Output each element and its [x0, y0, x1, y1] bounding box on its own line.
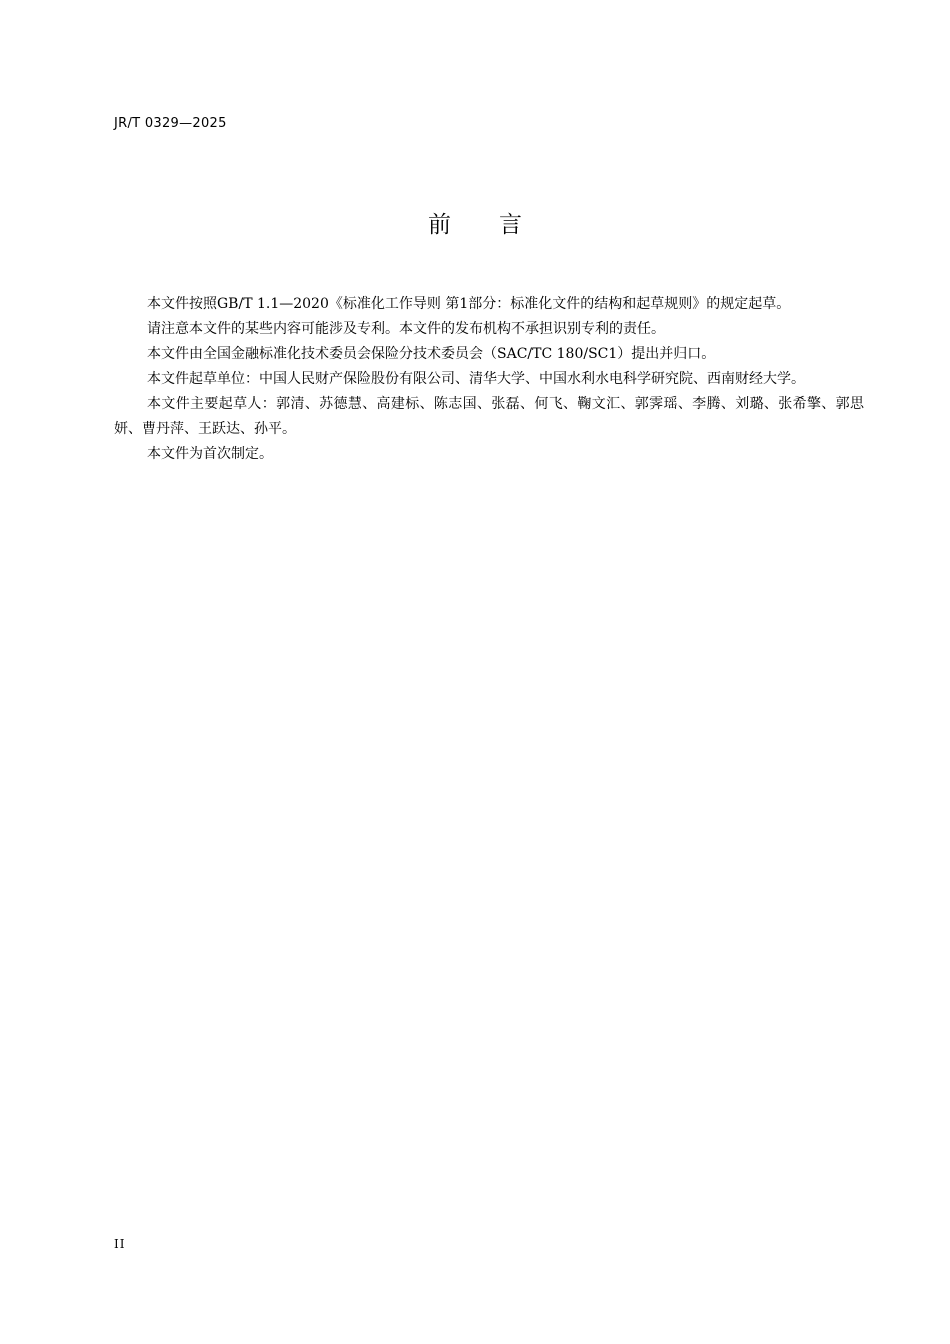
paragraph-first-issue: 本文件为首次制定。 — [147, 446, 273, 462]
paragraph-drafting-units: 本文件起草单位：中国人民财产保险股份有限公司、清华大学、中国水利水电科学研究院、西南财经大学。 — [147, 371, 805, 387]
paragraph-proposer: 本文件由全国金融标准化技术委员会保险分技术委员会（SAC/TC 180/SC1）提出并归口。 — [147, 346, 716, 362]
paragraph-drafting-rules: 本文件按照GB/T 1.1—2020《标准化工作导则 第1部分：标准化文件的结构和起草规则》的规定起草。 — [147, 296, 791, 312]
paragraph-patent-notice: 请注意本文件的某些内容可能涉及专利。本文件的发布机构不承担识别专利的责任。 — [147, 321, 665, 337]
document-code: JR/T 0329—2025 — [114, 116, 227, 131]
paragraph-drafters: 本文件主要起草人：郭清、苏德慧、高建标、陈志国、张磊、何飞、鞠文汇、郭霁瑶、李腾、刘璐、张希擎、郭思妍、曹丹萍、王跃达、孙平。 — [114, 396, 864, 437]
foreword-body — [114, 292, 864, 467]
page-title: 前言 — [428, 212, 570, 238]
page-number: II — [114, 1237, 126, 1251]
